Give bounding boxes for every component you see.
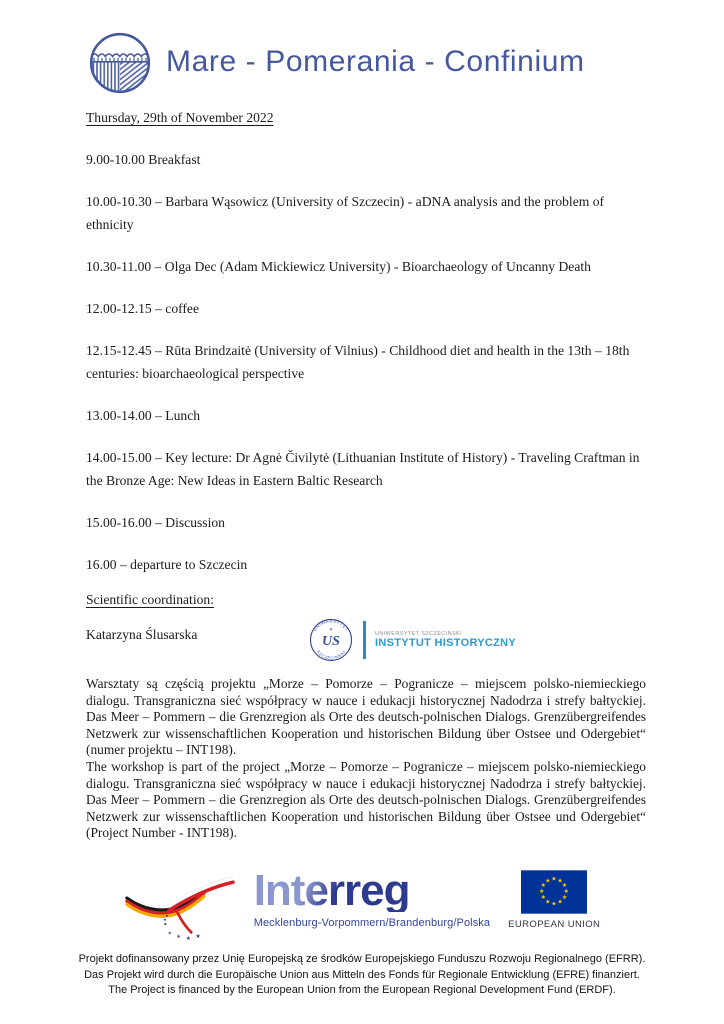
funding-footer xyxy=(0,952,724,999)
description-paragraph-en: The workshop is part of the project „Morze – Pomorze – Pogranicze – miejscem polsko-niemieckiego dialogu. Transgraniczna sieć współpracy w nauce i edukacji historycznej Nadodrza i strefy bałtyckiej. Das Meer – Pommern – die Grenzregion als Orte des deutsch-polnischen Dialogs. Grenzübergreifendes Netzwerk zur wissenschaftlichen Kooperation und historischen Bildung über Ostsee und Odergebiet“ (Project Number - INT198). xyxy=(86,758,646,841)
institute-logo-text xyxy=(375,631,516,650)
program-section xyxy=(86,106,646,595)
interreg-logo xyxy=(253,866,491,929)
coordinator-name: Katarzyna Ślusarska xyxy=(86,627,198,642)
footer-line-en: The Project is financed by the European Union from the European Regional Development Fund (ERDF). xyxy=(108,984,616,996)
institute-logo-divider xyxy=(363,621,366,659)
svg-text:★: ★ xyxy=(545,899,551,906)
description-paragraph-pl: Warsztaty są częścią projektu „Morze – Pomorze – Pogranicze – miejscem polsko-niemieckiego dialogu. Transgraniczna sieć współpracy w nauce i edukacji historycznej Nadodrza i strefy bałtyckiej. Das Meer – Pommern – die Grenzregion als Orte des deutsch-polnischen Dialogs. Grenzübergreifendes Netzwerk zur wissenschaftlichen Kooperation und historischen Bildung über Ostsee und Odergebiet“ (numer projektu – INT198). xyxy=(86,676,646,758)
project-description xyxy=(86,676,646,842)
coordination-heading: Scientific coordination: xyxy=(86,592,214,607)
university-seal-icon xyxy=(308,617,354,663)
eu-flag-block xyxy=(508,870,600,930)
svg-text:★: ★ xyxy=(551,876,557,883)
schedule-item: 13.00-14.00 – Lunch xyxy=(86,408,201,423)
svg-text:★: ★ xyxy=(557,899,564,906)
funding-logos-row xyxy=(0,866,724,944)
schedule-item: 9.00-10.00 Breakfast xyxy=(86,152,201,167)
mare-pomerania-confinium-logo-icon xyxy=(88,31,152,95)
svg-text:★: ★ xyxy=(545,878,551,885)
svg-text:★: ★ xyxy=(540,895,547,902)
seal-top-text: UNIWERSYTET xyxy=(312,618,350,633)
interreg-region-label: Mecklenburg-Vorpommern/Brandenburg/Polska xyxy=(253,916,491,929)
brand-header xyxy=(88,31,585,95)
schedule-item: 10.00-10.30 – Barbara Wąsowicz (University of Szczecin) - aDNA analysis and the problem of ethnicity xyxy=(86,194,605,232)
svg-text:SZCZECIŃSKI xyxy=(316,649,347,660)
footer-line-pl: Projekt dofinansowany przez Unię Europejską ze środków Europejskiego Funduszu Rozwoju Regionalnego (EFRR). xyxy=(78,953,646,965)
coordination-section xyxy=(86,588,646,685)
svg-text:★: ★ xyxy=(563,889,570,895)
german-polish-flags-art-icon xyxy=(124,874,236,944)
interreg-wordmark: Interreg xyxy=(253,866,410,915)
institute-university-label: UNIWERSYTET SZCZECIŃSKI xyxy=(375,630,463,637)
seal-star-icon: ★ xyxy=(329,626,333,632)
schedule-item: 12.15-12.45 – Rūta Brindzaitė (University of Vilnius) - Childhood diet and health in the 13th – 18th centuries: bioarchaeological perspective xyxy=(86,343,630,381)
svg-text:★: ★ xyxy=(540,882,547,889)
eu-flag-label: EUROPEAN UNION xyxy=(508,919,601,930)
institute-logo xyxy=(308,617,516,663)
schedule-item: 14.00-15.00 – Key lecture: Dr Agnė Čivilytė (Lithuanian Institute of History) - Traveling Craftman in the Bronze Age: New Ideas in Eastern Baltic Research xyxy=(86,450,640,488)
svg-text:★: ★ xyxy=(562,882,568,889)
schedule-item: 12.00-12.15 – coffee xyxy=(86,301,199,316)
seal-bottom-text: SZCZECIŃSKI xyxy=(315,649,347,661)
svg-text:★: ★ xyxy=(539,889,545,895)
seal-monogram: US xyxy=(322,634,340,649)
schedule-item: 15.00-16.00 – Discussion xyxy=(86,515,225,530)
star-icon: ★ xyxy=(185,936,191,943)
svg-text:★: ★ xyxy=(551,901,557,908)
date-heading: Thursday, 29th of November 2022 xyxy=(86,110,274,125)
star-icon: ★ xyxy=(167,930,172,936)
institute-name-label: INSTYTUT HISTORYCZNY xyxy=(375,636,517,649)
schedule-item: 10.30-11.00 – Olga Dec (Adam Mickiewicz University) - Bioarchaeology of Uncanny Death xyxy=(86,259,591,274)
eu-flag-icon xyxy=(521,870,587,914)
star-icon: ★ xyxy=(176,935,181,941)
star-icon: ★ xyxy=(195,934,201,941)
svg-text:★: ★ xyxy=(557,878,564,885)
brand-title: Mare - Pomerania - Confinium xyxy=(166,45,585,78)
svg-text:★: ★ xyxy=(562,895,568,902)
schedule-item: 16.00 – departure to Szczecin xyxy=(86,557,248,572)
footer-line-de: Das Projekt wird durch die Europäische Union aus Mitteln des Fonds für Regionale Entwicklung (EFRE) finanziert. xyxy=(84,968,640,981)
